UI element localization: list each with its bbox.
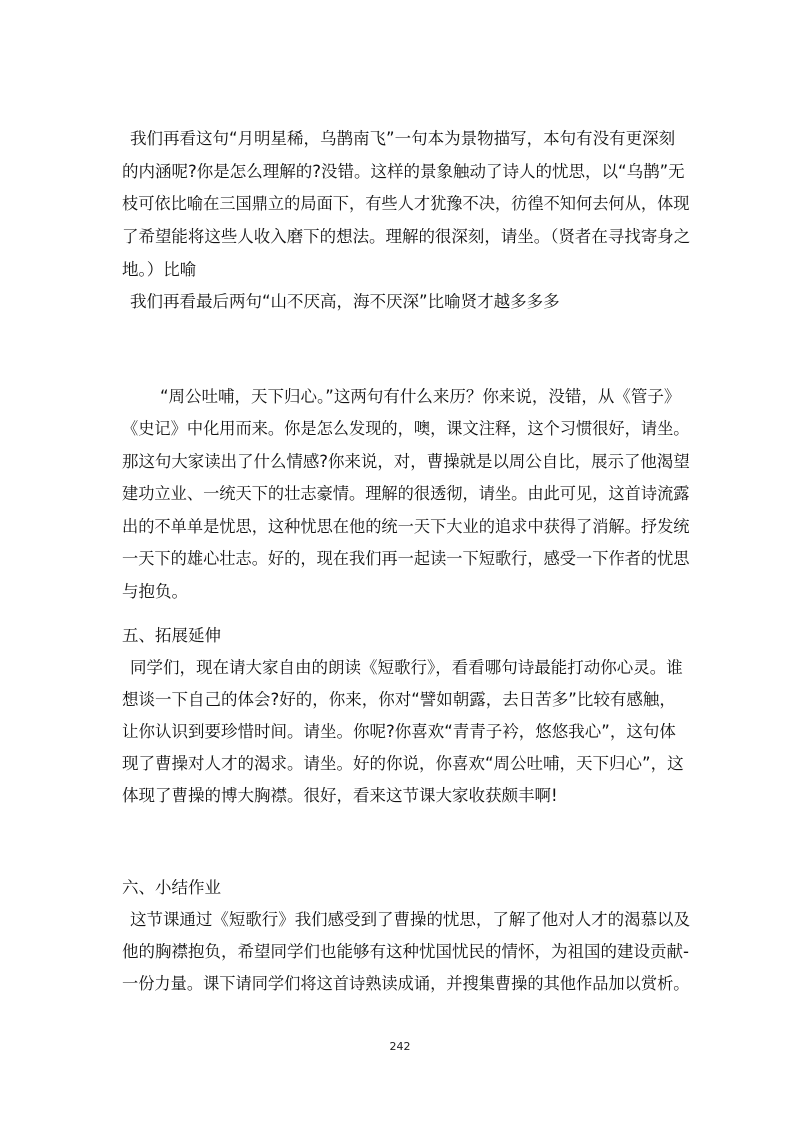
section-6-line-3: 一份力量。课下请同学们将这首诗熟读成诵，并搜集曹操的其他作品加以赏析。 (122, 974, 690, 993)
paragraph-3-line-2: 《史记》中化用而来。你是怎么发现的，噢，课文注释，这个习惯很好，请坐。 (122, 419, 690, 438)
section-6-heading: 六、小结作业 (122, 878, 221, 897)
section-5-line-4: 现了曹操对人才的渴求。请坐。好的你说，你喜欢“周公吐哺，天下归心”，这 (122, 754, 684, 773)
paragraph-1-line-4: 了希望能将这些人收入磨下的想法。理解的很深刻，请坐。（贤者在寻找寄身之 (122, 227, 691, 246)
section-6-line-2: 他的胸襟抱负，希望同学们也能够有这种忧国忧民的情怀，为祖国的建设贡献- (122, 942, 689, 961)
paragraph-1-line-2: 的内涵呢?你是怎么理解的?没错。这样的景象触动了诗人的忧思，以“乌鹊”无 (122, 162, 685, 181)
section-5-line-1: 同学们，现在请大家自由的朗读《短歌行》，看看哪句诗最能打动你心灵。谁 (130, 658, 683, 677)
paragraph-3-line-3: 那这句大家读出了什么情感?你来说，对，曹操就是以周公自比，展示了他渴望 (122, 452, 690, 471)
section-6-line-1: 这节课通过《短歌行》我们感受到了曹操的忧思，了解了他对人才的渴慕以及 (130, 910, 690, 929)
paragraph-3-line-4: 建功立业、一统天下的壮志豪情。理解的很透彻，请坐。由此可见，这首诗流露 (122, 484, 690, 503)
paragraph-1-line-3: 枝可依比喻在三国鼎立的局面下，有些人才犹豫不决，彷徨不知何去何从，体现 (122, 194, 690, 213)
page-number: 242 (389, 1040, 411, 1053)
paragraph-3-line-7: 与抱负。 (122, 582, 188, 601)
paragraph-1-line-5: 地。）比喻 (122, 260, 197, 279)
section-5-line-5: 体现了曹操的博大胸襟。很好，看来这节课大家收获颇丰啊! (122, 786, 558, 805)
section-5-line-2: 想谈一下自己的体会?好的，你来，你对“譬如朝露，去日苦多”比较有感触， (122, 690, 676, 709)
paragraph-3-line-1: “周公吐哺，天下归心。”这两句有什么来历？你来说，没错，从《管子》 (160, 387, 681, 406)
section-5-line-3: 让你认识到要珍惜时间。请坐。你呢?你喜欢“青青子衿，悠悠我心”，这句体 (122, 722, 676, 741)
paragraph-1-line-1: 我们再看这句“月明星稀，乌鹊南飞”一句本为景物描写，本句有没有更深刻 (130, 129, 676, 148)
section-5-heading: 五、拓展延伸 (122, 626, 221, 645)
paragraph-3-line-5: 出的不单单是忧思，这种忧思在他的统一天下大业的追求中获得了消解。抒发统 (122, 517, 690, 536)
paragraph-3-line-6: 一天下的雄心壮志。好的，现在我们再一起读一下短歌行，感受一下作者的忧思 (122, 549, 690, 568)
paragraph-2-line-1: 我们再看最后两句“山不厌高，海不厌深”比喻贤才越多多多 (130, 292, 560, 311)
